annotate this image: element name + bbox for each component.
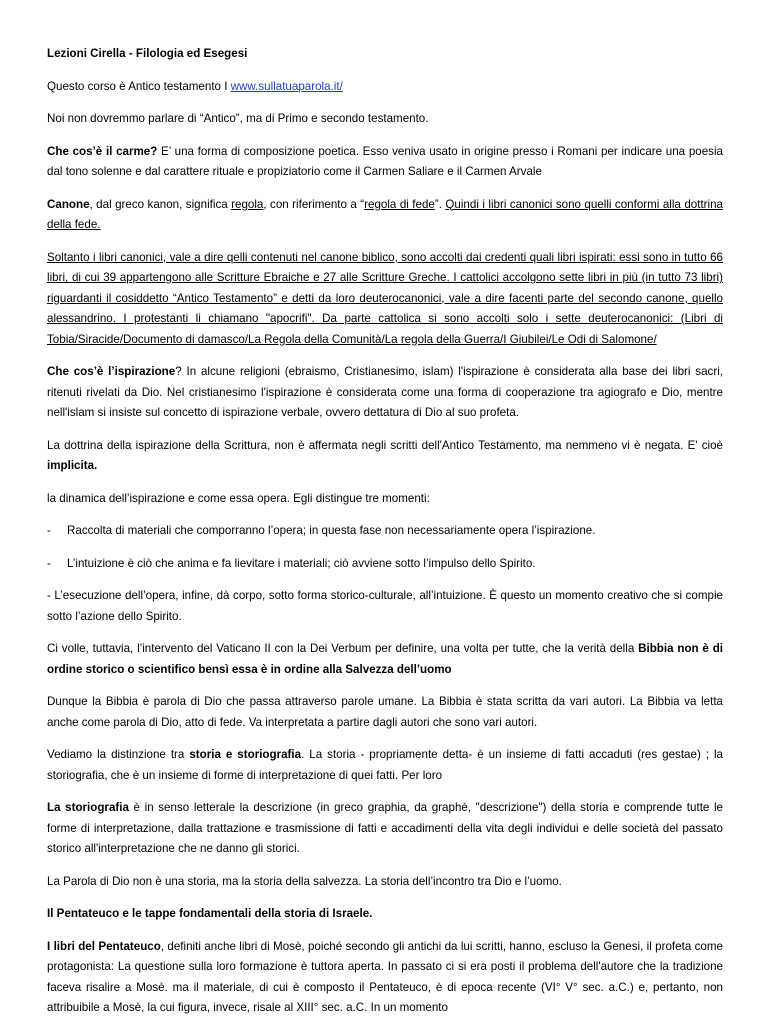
canone-underline-fede: regola di fede bbox=[364, 197, 435, 211]
dottrina-paragraph bbox=[47, 436, 723, 477]
document-title: Lezioni Cirella - Filologia ed Esegesi bbox=[47, 47, 248, 60]
ispirazione-heading: Che cos’è l’ispirazione bbox=[47, 365, 176, 378]
canone-text-3: ”. bbox=[434, 197, 446, 211]
course-paragraph bbox=[47, 77, 723, 98]
carme-text: E’ una forma di composizione poetica. Esso veniva usato in origine presso i Romani per indicare una poesia dal tono solenne e dal carattere rituale e propiziatorio come il Carmen Saliare e il Carmen Arvale bbox=[47, 144, 723, 178]
vaticano-text: Ci volle, tuttavia, l’intervento del Vaticano II con la Dei Verbum per definire, una volta per tutte, che la verità della bbox=[47, 642, 639, 655]
carme-paragraph bbox=[47, 142, 723, 183]
canone-underline-conclusion: Quindi i libri canonici sono quelli conformi alla dottrina della fede. bbox=[47, 197, 723, 231]
storiografia-text: è in senso letterale la descrizione (in greco graphia, da graphè, "descrizione") della storia e comprende tutte le forme di interpretazione, dalla trattazione e trasmissione di fatti e accadimenti della vita degli individui e delle società del passato storico all'interpretazione che ne danno gli storici. bbox=[47, 801, 724, 855]
list-dash: - bbox=[47, 524, 51, 537]
parola-paragraph: La Parola di Dio non è una storia, ma la storia della salvezza. La storia dell’incontro tra Dio e l’uomo. bbox=[47, 874, 562, 888]
esecuzione-paragraph: - L’esecuzione dell’opera, infine, dà corpo, sotto forma storico-culturale, all’intuizione. È questo un momento creativo che si compie sotto l’azione dello Spirito. bbox=[47, 589, 723, 623]
pentateuco-heading: Il Pentateuco e le tappe fondamentali della storia di Israele. bbox=[47, 907, 373, 920]
list-item-text: L’intuizione è ciò che anima e fa lievitare i materiali; ciò avviene sotto l’impulso dello Spirito. bbox=[67, 556, 536, 570]
canone-text-2: , con riferimento a “ bbox=[263, 197, 365, 211]
storia-paragraph bbox=[47, 745, 723, 786]
course-text: Questo corso è Antico testamento I bbox=[47, 79, 231, 93]
pentateuco-text: , definiti anche libri di Mosè, poiché secondo gli antichi da lui scritti, hanno, escluso la Genesi, il profeta come protagonista: La questione sulla loro formazione è tuttora aperta. In passato ci si era posti il problema dell'autore che la tradizione faceva risalire a Mosè. ma il materiale, di cui è composto il Pentateuco, è di epoca recente (VI° V° sec. a.C.) e, pertanto, non attribuibile a Mosè, la cui figura, invece, risale al XIII° sec. a.C. In un momento bbox=[47, 939, 723, 1014]
dottrina-bold: implicita. bbox=[47, 459, 98, 472]
canone-underline-regola: regola bbox=[231, 197, 264, 211]
website-link[interactable]: www.sullatuaparola.it/ bbox=[230, 79, 343, 93]
testament-paragraph: Noi non dovremmo parlare di “Antico”, ma di Primo e secondo testamento. bbox=[47, 112, 429, 125]
vaticano-paragraph bbox=[47, 639, 723, 680]
ispirazione-text: ? In alcune religioni (ebraismo, Cristianesimo, islam) l'ispirazione è considerata alla base dei libri sacri, ritenuti rivelati da Dio. Nel cristianesimo l'ispirazione è considerata come una forma di cooperazione tra agiografo e Dio, mentre nell'islam si insiste sul concetto di ispirazione verbale, ovvero dettatura di Dio al suo profeta. bbox=[47, 365, 724, 419]
vaticano-bold: Bibbia non è di ordine storico o scientifico bensì essa è in ordine alla Salvezza dell’uomo bbox=[47, 642, 723, 676]
dottrina-text: La dottrina della ispirazione della Scrittura, non è affermata negli scritti dell'Antico Testamento, ma nemmeno vi è negata. E' cioè bbox=[47, 438, 723, 452]
list-item bbox=[47, 521, 723, 542]
ispirazione-paragraph bbox=[47, 362, 723, 424]
bibbia-paragraph: Dunque la Bibbia è parola di Dio che passa attraverso parole umane. La Bibbia è stata scritta da vari autori. La Bibbia va letta anche come parola di Dio, atto di fede. Va interpretata a partire dagli autori che sono vari autori. bbox=[47, 695, 723, 729]
storiografia-heading: La storiografia bbox=[47, 801, 129, 814]
storia-text-2: . La storia - propriamente detta- è un insieme di fatti accaduti (res gestae) ; la storiografia, che è un insieme di forme di interpretazione di quei fatti. Per loro bbox=[47, 748, 724, 782]
list-dash: - bbox=[47, 556, 51, 570]
canone-paragraph bbox=[47, 195, 723, 236]
dinamica-paragraph: la dinamica dell’ispirazione e come essa opera. Egli distingue tre momenti: bbox=[47, 491, 430, 505]
storia-bold: storia e storiografia bbox=[189, 748, 302, 761]
storia-text-1: Vediamo la distinzione tra bbox=[47, 748, 190, 761]
pentateuco-lead: I libri del Pentateuco bbox=[47, 939, 161, 953]
document-page bbox=[47, 44, 723, 1031]
canone-heading: Canone bbox=[47, 197, 90, 211]
list-item-text: Raccolta di materiali che comporranno l’opera; in questa fase non necessariamente opera l’ispirazione. bbox=[67, 524, 596, 537]
canone-text-1: , dal greco kanon, significa bbox=[89, 197, 232, 211]
carme-heading: Che cos’è il carme? bbox=[47, 144, 158, 158]
storiografia-paragraph bbox=[47, 798, 723, 860]
list-item bbox=[47, 554, 723, 575]
canonical-books-paragraph: Soltanto i libri canonici, vale a dire qelli contenuti nel canone biblico, sono accolti dai credenti quali libri ispirati: essi sono in tutto 66 libri, di cui 39 appartengono alle Scritture Ebraiche e 27 alle Scritture Greche. I cattolici accolgono sette libri in più (in tutto 73 libri) riguardanti il cosiddetto “Antico Testamento” e detti da loro deuterocanonici, vale a dire facenti parte del secondo canone, quello alessandrino. I protestanti li chiamano "apocrifi". Da parte cattolica si sono accolti solo i sette deuterocanonici: (Libri di Tobia/Siracide/Documento di damasco/La Regola della Comunità/La regola della Guerra/I Giubilei/Le Odi di Salomone/ bbox=[47, 250, 723, 346]
pentateuco-paragraph bbox=[47, 937, 723, 1019]
